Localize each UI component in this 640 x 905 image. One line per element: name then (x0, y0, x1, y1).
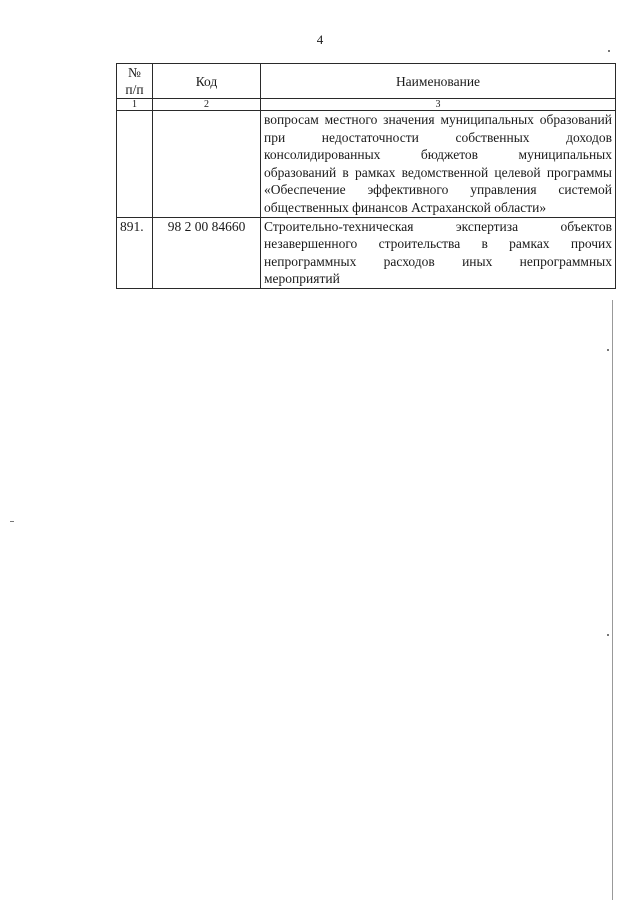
header-number (117, 64, 153, 99)
scan-speck (10, 521, 14, 522)
header-number-abbr: п/п (125, 82, 144, 97)
table-header-row (117, 64, 616, 99)
table-row (117, 217, 616, 288)
column-index-2: 2 (153, 99, 261, 111)
row-number (117, 111, 153, 218)
row-code (153, 111, 261, 218)
table-row (117, 111, 616, 218)
row-number: 891. (117, 217, 153, 288)
expense-codes-table (116, 63, 616, 289)
column-index-row (117, 99, 616, 111)
scan-edge-line (612, 300, 613, 900)
scan-speck (607, 349, 609, 351)
header-number-symbol: № (128, 65, 141, 80)
row-code: 98 2 00 84660 (153, 217, 261, 288)
page-number: 4 (316, 32, 324, 47)
header-name: Наименование (261, 64, 616, 99)
column-index-1: 1 (117, 99, 153, 111)
column-index-3: 3 (261, 99, 616, 111)
scan-speck (608, 50, 610, 52)
row-name: вопросам местного значения муниципальных образований при недостаточности собственных доходов консолидированных бюджетов муниципальных образований в рамках ведомственной целевой программы «Обеспечение эффективного управления системой общественных финансов Астраханской области» (261, 111, 616, 218)
row-name: Строительно-техническая экспертиза объектов незавершенного строительства в рамках прочих непрограммных расходов иных непрограммных мероприятий (261, 217, 616, 288)
header-code: Код (153, 64, 261, 99)
scan-speck (607, 634, 609, 636)
